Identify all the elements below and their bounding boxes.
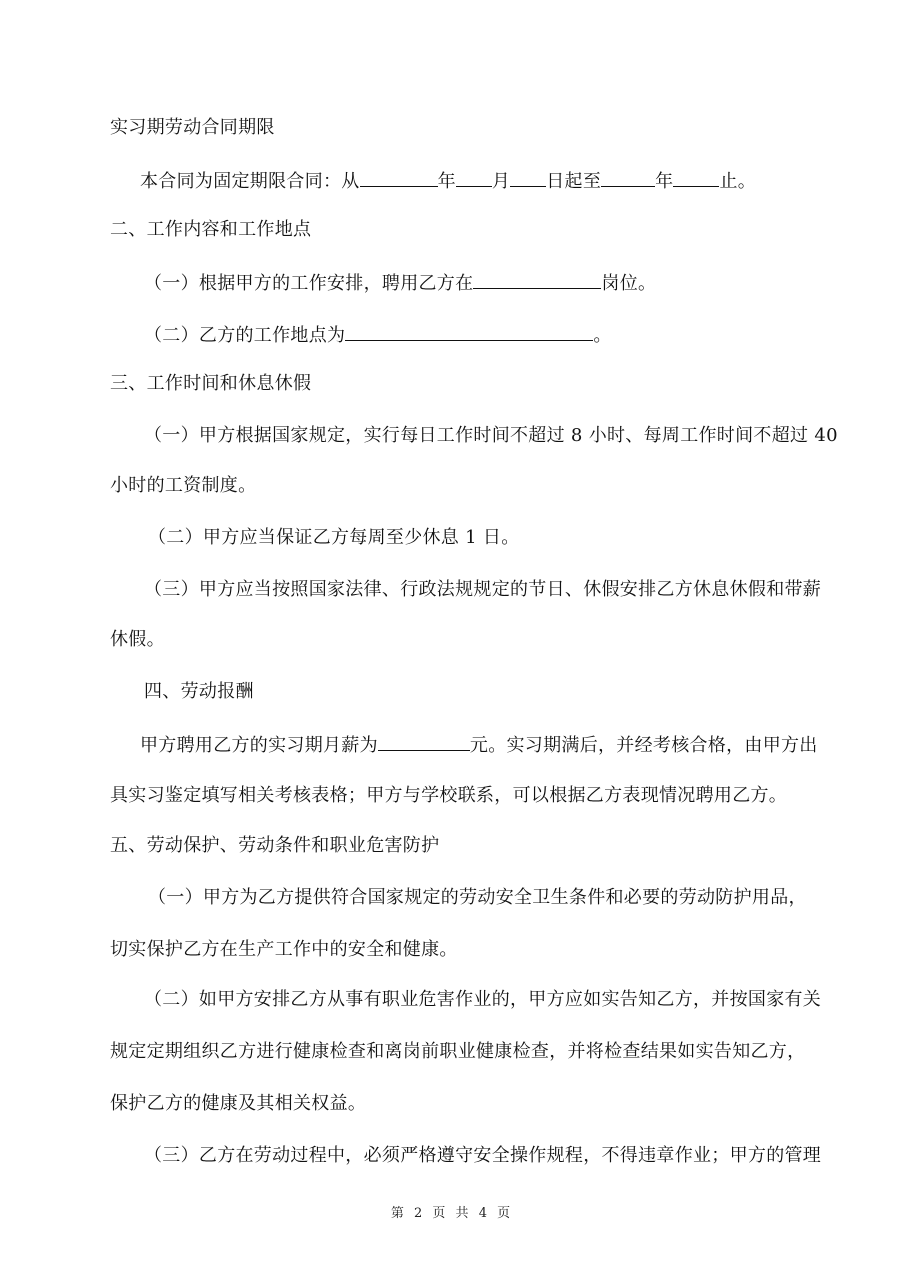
- section-5-item-2-line-3: 保护乙方的健康及其相关权益。: [110, 1093, 367, 1114]
- workplace-suffix: 。: [593, 325, 612, 346]
- start-year-blank: [360, 168, 438, 187]
- start-day-blank: [510, 168, 546, 187]
- page-number-footer: 第 2 页 共 4 页: [390, 1206, 514, 1221]
- start-month-blank: [456, 168, 492, 187]
- term-end: 止。: [719, 171, 757, 192]
- term-year-1: 年: [437, 171, 456, 192]
- workplace-prefix: （二）乙方的工作地点为: [144, 325, 346, 346]
- section-5-item-1-line-1: （一）甲方为乙方提供符合国家规定的劳动安全卫生条件和必要的劳动防护用品，: [148, 887, 807, 908]
- section-5-item-1-line-2: 切实保护乙方在生产工作中的安全和健康。: [110, 939, 458, 960]
- term-day-1: 日起至: [546, 171, 602, 192]
- term-month-1: 月: [491, 171, 511, 192]
- probation-term-heading: 实习期劳动合同期限: [110, 117, 275, 138]
- section-5-item-2-line-1: （二）如甲方安排乙方从事有职业危害作业的，甲方应如实告知乙方，并按国家有关: [144, 989, 822, 1010]
- contract-term-line: [140, 168, 840, 194]
- workplace-blank: [345, 322, 593, 341]
- section-5-item-2-line-2: 规定定期组织乙方进行健康检查和离岗前职业健康检查，并将检查结果如实告知乙方，: [110, 1041, 806, 1062]
- salary-blank: [378, 732, 470, 751]
- position-suffix: 岗位。: [601, 273, 657, 294]
- salary-prefix: 甲方聘用乙方的实习期月薪为: [140, 735, 378, 756]
- section-3-item-2: （二）甲方应当保证乙方每周至少休息 1 日。: [148, 527, 520, 548]
- term-prefix: 本合同为固定期限合同：从: [140, 171, 360, 192]
- position-prefix: （一）根据甲方的工作安排，聘用乙方在: [144, 273, 474, 294]
- position-blank: [473, 270, 601, 289]
- salary-suffix: 元。实习期满后，并经考核合格，由甲方出: [469, 735, 818, 756]
- section-3-item-1-line-1: （一）甲方根据国家规定，实行每日工作时间不超过 8 小时、每周工作时间不超过 40: [144, 425, 838, 446]
- section-2-item-2: [144, 322, 844, 348]
- section-3-item-3-line-2: 休假。: [110, 629, 165, 650]
- salary-line-2: 具实习鉴定填写相关考核表格；甲方与学校联系，可以根据乙方表现情况聘用乙方。: [110, 785, 788, 806]
- section-3-item-1-line-2: 小时的工资制度。: [110, 475, 257, 496]
- section-3-title: 三、工作时间和休息休假: [110, 373, 312, 394]
- section-2-title: 二、工作内容和工作地点: [110, 219, 312, 240]
- salary-line-1: [140, 732, 840, 758]
- section-4-title: 四、劳动报酬: [144, 681, 254, 702]
- section-5-title: 五、劳动保护、劳动条件和职业危害防护: [110, 835, 440, 856]
- section-3-item-3-line-1: （三）甲方应当按照国家法律、行政法规规定的节日、休假安排乙方休息休假和带薪: [144, 579, 822, 600]
- section-5-item-3-line-1: （三）乙方在劳动过程中，必须严格遵守安全操作规程，不得违章作业；甲方的管理: [144, 1145, 822, 1166]
- end-year-blank: [601, 168, 655, 187]
- section-2-item-1: [144, 270, 844, 296]
- term-year-2: 年: [655, 171, 674, 192]
- end-month-blank: [673, 168, 719, 187]
